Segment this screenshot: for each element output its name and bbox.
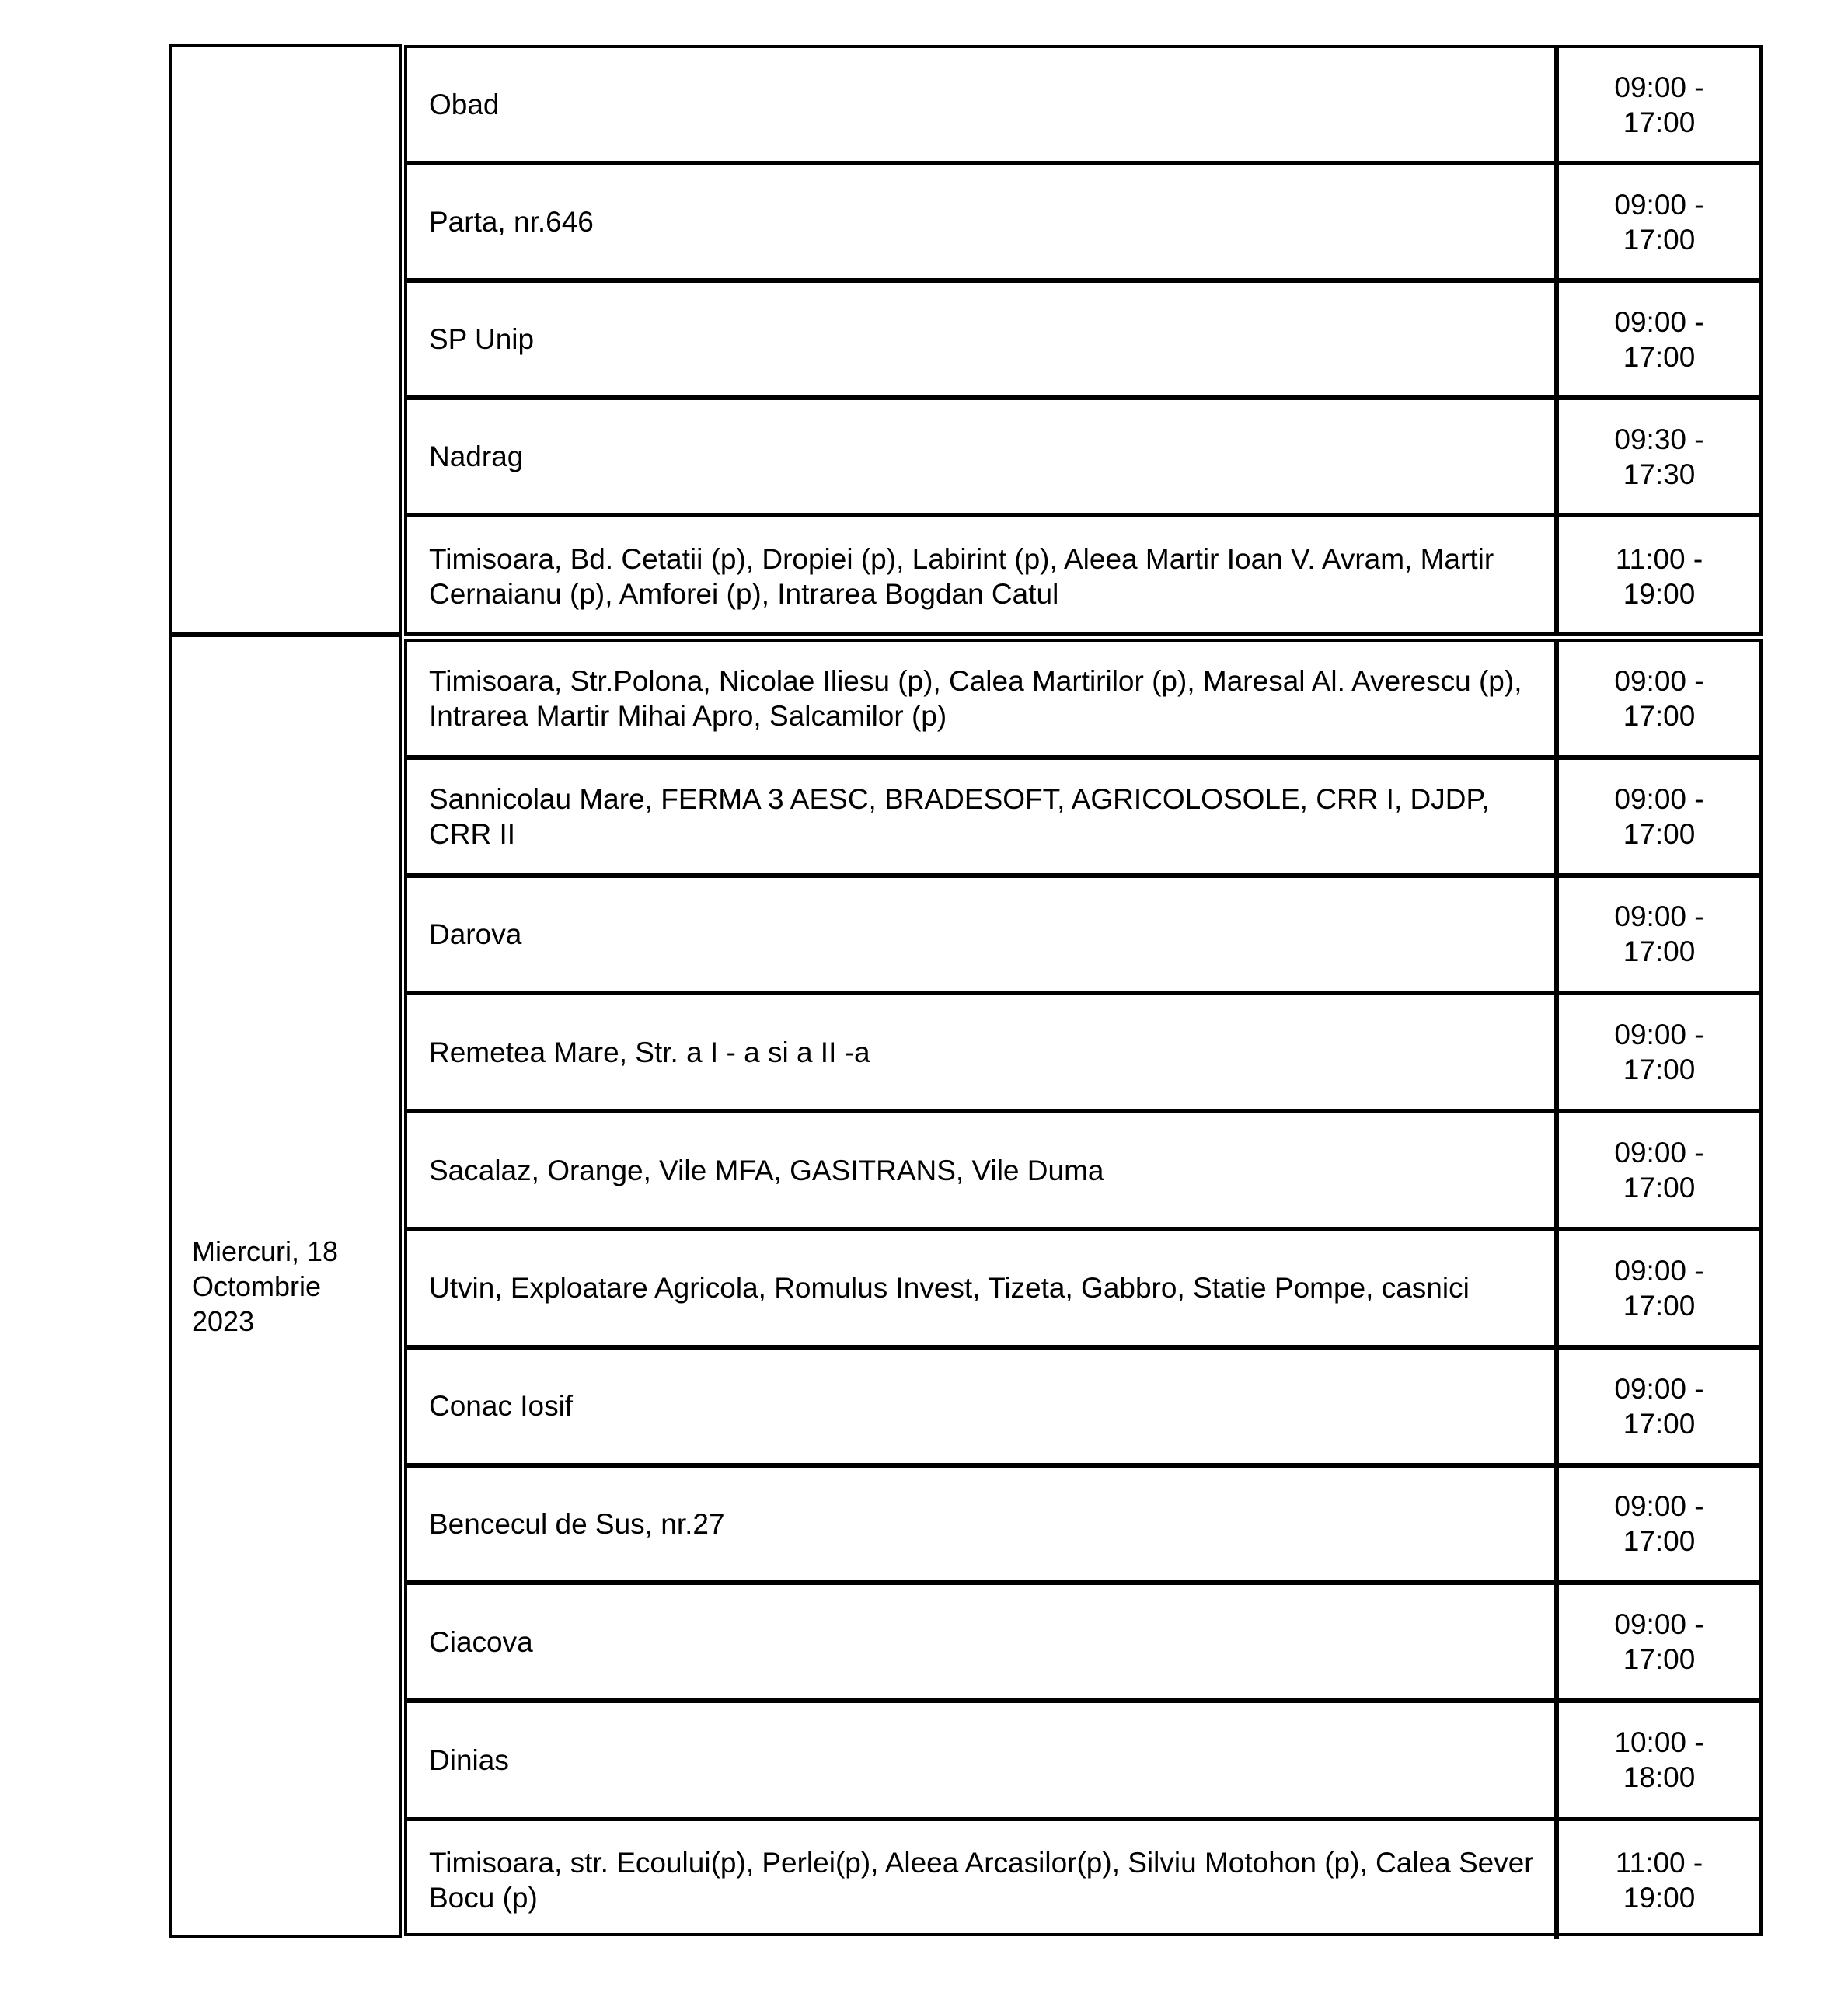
time-cell <box>1559 642 1759 755</box>
location-cell: Sannicolau Mare, FERMA 3 AESC, BRADESOFT, AGRICOLOSOLE, CRR I, DJDP, CRR II <box>407 760 1559 873</box>
time-cell <box>1559 1468 1759 1581</box>
location-cell: Remetea Mare, Str. a I - a si a II -a <box>407 995 1559 1109</box>
time-range: 09:00 - 17:00 <box>1614 1254 1704 1322</box>
time-cell <box>1559 1585 1759 1698</box>
table-row <box>407 1113 1759 1231</box>
time-cell <box>1559 878 1759 991</box>
location-cell: Sacalaz, Orange, Vile MFA, GASITRANS, Vile Duma <box>407 1113 1559 1227</box>
time-cell <box>1559 1821 1759 1939</box>
time-range: 09:00 - 17:00 <box>1614 71 1704 138</box>
table-row <box>407 48 1759 165</box>
time-cell <box>1559 165 1759 278</box>
table-row <box>407 1821 1759 1939</box>
table-row <box>407 1350 1759 1468</box>
time-cell <box>1559 283 1759 395</box>
time-range: 11:00 - 19:00 <box>1615 542 1703 610</box>
table-row <box>407 283 1759 400</box>
schedule-table-group-1 <box>404 45 1763 636</box>
time-range: 09:00 - 17:00 <box>1614 900 1704 968</box>
time-cell <box>1559 1113 1759 1227</box>
location-cell: Ciacova <box>407 1585 1559 1698</box>
time-range: 10:00 - 18:00 <box>1614 1726 1704 1794</box>
location-cell: Timisoara, Str.Polona, Nicolae Iliesu (p), Calea Martirilor (p), Maresal Al. Averescu (p), Intrarea Martir Mihai Apro, Salcamilor (p) <box>407 642 1559 755</box>
date-label: Miercuri, 18 Octombrie 2023 <box>192 1235 339 1337</box>
location-cell: Dinias <box>407 1703 1559 1817</box>
table-row <box>407 165 1759 283</box>
time-cell <box>1559 1231 1759 1345</box>
location-cell: Utvin, Exploatare Agricola, Romulus Invest, Tizeta, Gabbro, Statie Pompe, casnici <box>407 1231 1559 1345</box>
table-row <box>407 642 1759 760</box>
time-range: 09:00 - 17:00 <box>1614 1137 1704 1204</box>
table-row <box>407 1585 1759 1703</box>
location-cell: Darova <box>407 878 1559 991</box>
time-cell <box>1559 1350 1759 1463</box>
location-cell: Conac Iosif <box>407 1350 1559 1463</box>
date-cell <box>169 44 402 636</box>
location-cell: Parta, nr.646 <box>407 165 1559 278</box>
time-range: 09:00 - 17:00 <box>1614 782 1704 850</box>
time-cell <box>1559 1703 1759 1817</box>
time-range: 09:00 - 17:00 <box>1614 1372 1704 1440</box>
location-cell: SP Unip <box>407 283 1559 395</box>
time-range: 09:00 - 17:00 <box>1614 664 1704 732</box>
table-row <box>407 517 1759 635</box>
location-cell: Bencecul de Sus, nr.27 <box>407 1468 1559 1581</box>
time-range: 09:00 - 17:00 <box>1614 305 1704 373</box>
table-row <box>407 400 1759 517</box>
time-cell <box>1559 995 1759 1109</box>
schedule-table-group-2 <box>404 639 1763 1936</box>
time-range: 09:00 - 17:00 <box>1614 1608 1704 1676</box>
time-range: 09:00 - 17:00 <box>1614 1019 1704 1086</box>
location-cell: Nadrag <box>407 400 1559 513</box>
time-range: 11:00 - 19:00 <box>1615 1846 1703 1914</box>
table-row <box>407 1468 1759 1586</box>
table-row <box>407 1231 1759 1350</box>
table-row <box>407 760 1759 878</box>
date-cell <box>169 634 402 1938</box>
time-cell <box>1559 48 1759 161</box>
time-range: 09:00 - 17:00 <box>1614 1490 1704 1558</box>
location-cell: Timisoara, Bd. Cetatii (p), Dropiei (p), Labirint (p), Aleea Martir Ioan V. Avram, Martir Cernaianu (p), Amforei (p), Intrarea Bogdan Catul <box>407 517 1559 635</box>
time-cell <box>1559 400 1759 513</box>
time-range: 09:30 - 17:30 <box>1614 423 1704 490</box>
location-cell: Obad <box>407 48 1559 161</box>
time-cell <box>1559 760 1759 873</box>
table-row <box>407 1703 1759 1821</box>
time-range: 09:00 - 17:00 <box>1614 188 1704 256</box>
table-row <box>407 878 1759 996</box>
location-cell: Timisoara, str. Ecoului(p), Perlei(p), Aleea Arcasilor(p), Silviu Motohon (p), Calea Sever Bocu (p) <box>407 1821 1559 1939</box>
time-cell <box>1559 517 1759 635</box>
table-row <box>407 995 1759 1113</box>
